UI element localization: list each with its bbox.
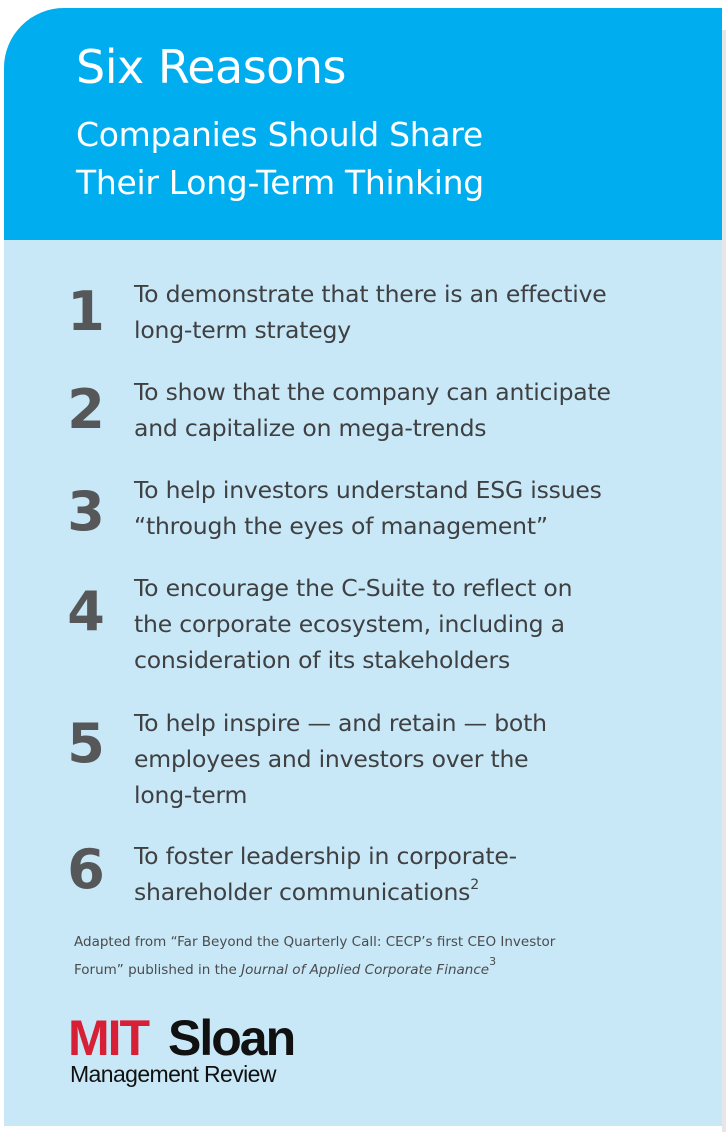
reason-line: the corporate ecosystem, including a (134, 610, 565, 638)
infographic-card (4, 8, 722, 1126)
reason-line: To foster leadership in corporate- (134, 842, 517, 870)
reason-line: To demonstrate that there is an effective (134, 280, 607, 308)
reason-line: consideration of its stakeholders (134, 646, 511, 674)
reason-line (134, 874, 674, 910)
reason-line: long-term strategy (134, 316, 351, 344)
reason-line-text: shareholder communications (134, 878, 471, 906)
page-title: Six Reasons (76, 40, 346, 94)
reason-line: employees and investors over the (134, 745, 529, 773)
reason-line: To encourage the C-Suite to reflect on (134, 574, 573, 602)
footnote-marker: 3 (489, 954, 497, 968)
source-line (74, 956, 555, 984)
reason-line: To show that the company can anticipate (134, 378, 611, 406)
reason-text (134, 838, 674, 910)
reason-number: 5 (67, 712, 105, 775)
reason-number: 3 (67, 480, 105, 543)
logo-mit: MIT (68, 1010, 149, 1066)
reason-line: To help investors understand ESG issues (134, 476, 602, 504)
logo-subtitle: Management Review (70, 1061, 276, 1087)
logo-sloan: Sloan (168, 1010, 295, 1066)
mit-sloan-logo (68, 1012, 338, 1092)
journal-title: Journal of Applied Corporate Finance (241, 962, 490, 978)
source-citation (74, 928, 555, 984)
reason-line: and capitalize on mega-trends (134, 414, 487, 442)
reason-number: 6 (67, 838, 105, 901)
reason-number: 2 (67, 378, 105, 441)
subtitle-line: Their Long-Term Thinking (76, 163, 484, 202)
reason-text (134, 705, 674, 813)
reason-line: long-term (134, 781, 248, 809)
source-line: Adapted from “Far Beyond the Quarterly Call: CECP’s first CEO Investor (74, 934, 556, 950)
reason-text (134, 570, 674, 678)
reason-text (134, 276, 674, 348)
page-edge (722, 30, 726, 1132)
reason-line: To help inspire — and retain — both (134, 709, 547, 737)
reason-number: 1 (67, 280, 105, 343)
source-prefix: Forum” published in the (74, 962, 242, 978)
reason-number: 4 (67, 580, 105, 643)
subtitle-line: Companies Should Share (76, 115, 483, 154)
reason-text (134, 472, 674, 544)
reason-text (134, 374, 674, 446)
footnote-marker: 2 (470, 877, 479, 894)
reason-line: “through the eyes of management” (134, 512, 548, 540)
